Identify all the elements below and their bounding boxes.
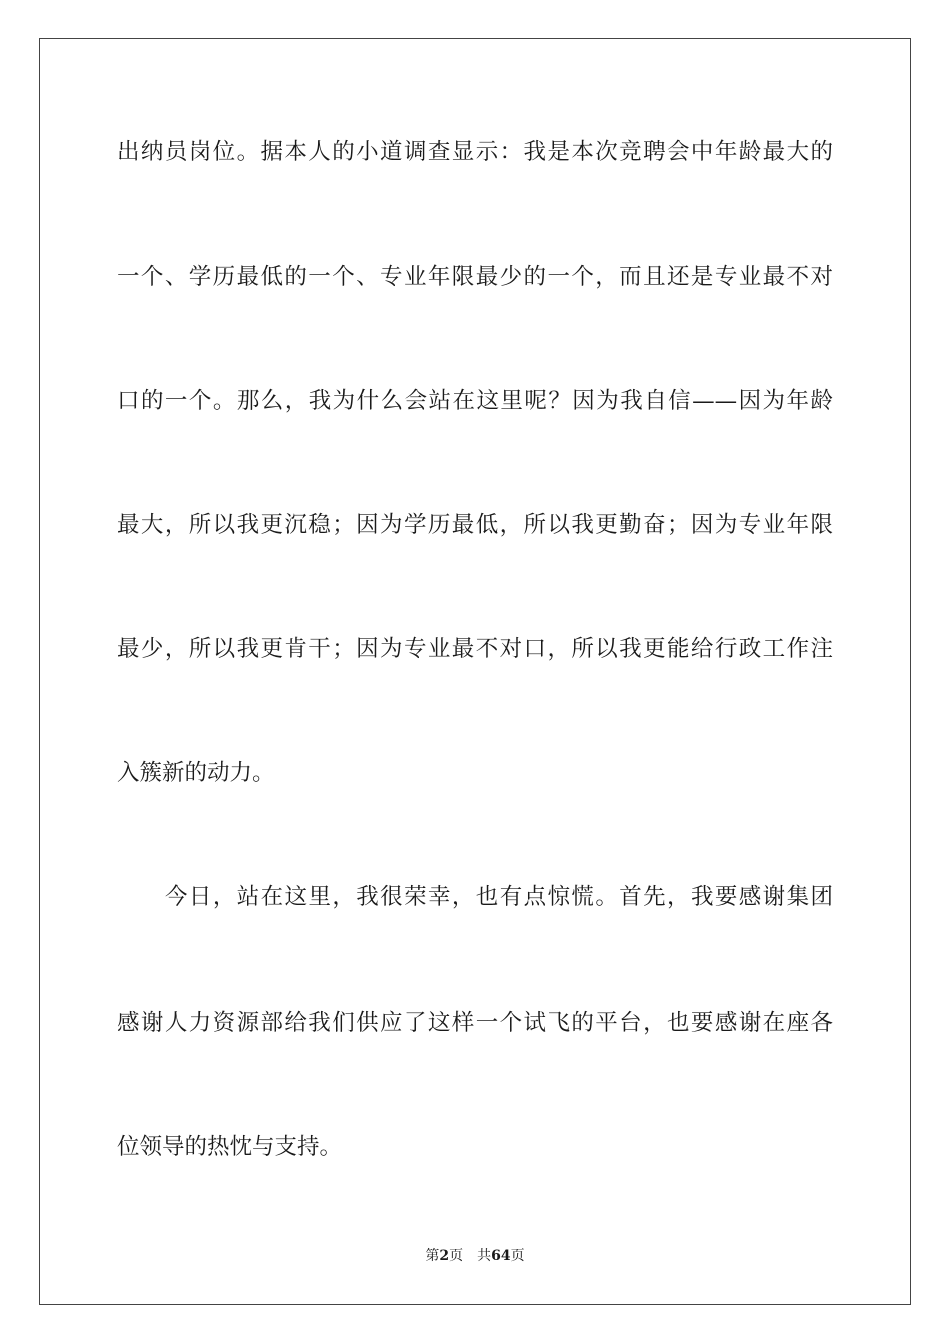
text-line: 出纳员岗位。据本人的小道调查显示：我是本次竞聘会中年龄最大的 xyxy=(117,139,833,165)
text-line: 最少，所以我更肯干；因为专业最不对口，所以我更能给行政工作注 xyxy=(117,636,833,662)
text-line: 感谢人力资源部给我们供应了这样一个试飞的平台，也要感谢在座各 xyxy=(117,1010,833,1036)
page-frame xyxy=(39,38,911,1305)
text-line: 口的一个。那么，我为什么会站在这里呢？因为我自信——因为年龄 xyxy=(117,388,833,414)
total-suffix: 页 xyxy=(510,1248,525,1264)
page-prefix: 第 xyxy=(425,1248,440,1264)
text-line: 入簇新的动力。 xyxy=(117,760,275,786)
text-line: 一个、学历最低的一个、专业年限最少的一个，而且还是专业最不对 xyxy=(117,264,833,290)
text-line: 最大，所以我更沉稳；因为学历最低，所以我更勤奋；因为专业年限 xyxy=(117,512,833,538)
page-footer xyxy=(0,1246,950,1266)
page-suffix: 页 xyxy=(449,1248,464,1264)
paragraph-first-line: 今日，站在这里，我很荣幸，也有点惊慌。首先，我要感谢集团 xyxy=(165,884,833,910)
page-number: 2 xyxy=(439,1248,450,1264)
total-prefix: 共 xyxy=(477,1248,492,1264)
total-pages: 64 xyxy=(491,1248,511,1264)
text-line: 位领导的热忱与支持。 xyxy=(117,1134,343,1160)
